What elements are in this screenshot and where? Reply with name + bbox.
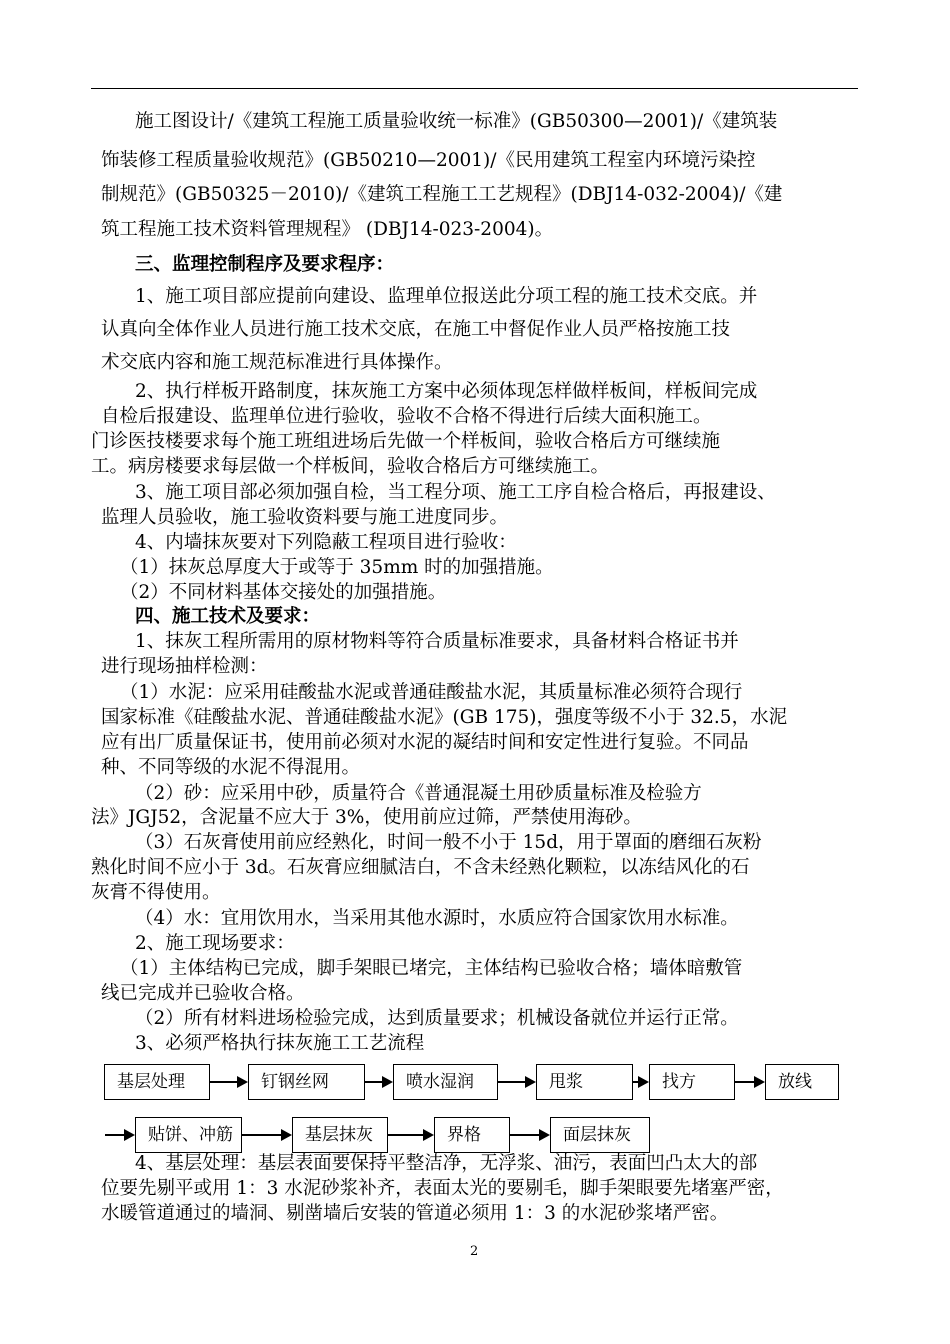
flow-step: 放线 <box>765 1064 839 1100</box>
flow-step: 钉钢丝网 <box>248 1064 365 1100</box>
text-line: （3）石灰膏使用前应经熟化，时间一般不小于 15d，用于罩面的磨细石灰粉 <box>135 832 762 853</box>
text-line: 门诊医技楼要求每个施工班组进场后先做一个样板间，验收合格后方可继续施 <box>91 431 721 452</box>
flow-step: 界格 <box>434 1117 510 1153</box>
text-line: （2）不同材料基体交接处的加强措施。 <box>120 582 447 603</box>
arrow-right-icon <box>242 1129 292 1141</box>
text-line: 位要先剔平或用 1：3 水泥砂浆补齐，表面太光的要剔毛，脚手架眼要先堵塞严密， <box>101 1178 784 1199</box>
text-line: 线已完成并已验收合格。 <box>101 983 305 1004</box>
page-number: 2 <box>470 1244 479 1259</box>
flow-step: 基层处理 <box>104 1064 210 1100</box>
text-line: （1）主体结构已完成，脚手架眼已堵完，主体结构已验收合格；墙体暗敷管 <box>120 958 743 979</box>
text-line: 3、施工项目部必须加强自检，当工程分项、施工工序自检合格后，再报建设、 <box>135 482 776 503</box>
text-line: 应有出厂质量保证书，使用前必须对水泥的凝结时间和安定性进行复验。不同品 <box>101 732 749 753</box>
text-line: 认真向全体作业人员进行施工技术交底，在施工中督促作业人员严格按施工技 <box>101 319 731 340</box>
text-line: 3、必须严格执行抹灰施工工艺流程 <box>135 1033 425 1054</box>
arrow-right-icon <box>388 1129 434 1141</box>
text-line: 制规范》(GB50325－2010)/《建筑工程施工工艺规程》(DBJ14-032-2004)/《建 <box>101 184 783 205</box>
arrow-right-icon <box>365 1076 393 1088</box>
section-heading: 四、施工技术及要求： <box>135 606 321 627</box>
text-line: 4、基层处理：基层表面要保持平整洁净，无浮浆、油污，表面凹凸太大的部 <box>135 1153 758 1174</box>
text-line: 术交底内容和施工规范标准进行具体操作。 <box>101 352 453 373</box>
flow-step: 基层抹灰 <box>292 1117 388 1153</box>
arrow-right-icon <box>735 1076 765 1088</box>
text-line: （4）水：宜用饮用水，当采用其他水源时，水质应符合国家饮用水标准。 <box>135 908 739 929</box>
text-line: 国家标准《硅酸盐水泥、普通硅酸盐水泥》(GB 175)，强度等级不小于 32.5，水泥 <box>101 707 788 728</box>
text-line: 2、施工现场要求： <box>135 933 295 954</box>
header-rule <box>91 88 858 89</box>
arrow-right-icon <box>633 1076 649 1088</box>
flow-step: 贴饼、冲筋 <box>135 1117 242 1153</box>
arrow-right-icon <box>510 1129 550 1141</box>
text-line: 工。病房楼要求每层做一个样板间，验收合格后方可继续施工。 <box>91 456 610 477</box>
text-line: 监理人员验收，施工验收资料要与施工进度同步。 <box>101 507 509 528</box>
text-line: （1）抹灰总厚度大于或等于 35mm 时的加强措施。 <box>120 557 554 578</box>
arrow-right-icon <box>498 1076 536 1088</box>
text-line: 水暖管道通过的墙洞、剔凿墙后安装的管道必须用 1：3 的水泥砂浆堵严密。 <box>101 1203 729 1224</box>
text-line: 种、不同等级的水泥不得混用。 <box>101 757 361 778</box>
text-line: 饰装修工程质量验收规范》(GB50210—2001)/《民用建筑工程室内环境污染控 <box>101 150 756 171</box>
text-line: 自检后报建设、监理单位进行验收，验收不合格不得进行后续大面积施工。 <box>101 406 712 427</box>
text-line: （1）水泥：应采用硅酸盐水泥或普通硅酸盐水泥，其质量标准必须符合现行 <box>120 682 743 703</box>
section-heading: 三、监理控制程序及要求程序： <box>135 254 395 275</box>
text-line: 4、内墙抹灰要对下列隐蔽工程项目进行验收： <box>135 532 517 553</box>
arrow-right-icon <box>210 1076 248 1088</box>
text-line: 灰膏不得使用。 <box>91 882 221 903</box>
flow-step: 找方 <box>649 1064 735 1100</box>
flow-step: 喷水湿润 <box>393 1064 498 1100</box>
arrow-right-icon <box>105 1129 135 1141</box>
text-line: 1、施工项目部应提前向建设、监理单位报送此分项工程的施工技术交底。并 <box>135 286 758 307</box>
text-line: 1、抹灰工程所需用的原材物料等符合质量标准要求，具备材料合格证书并 <box>135 631 739 652</box>
text-line: 熟化时间不应小于 3d。石灰膏应细腻洁白，不含未经熟化颗粒，以冻结风化的石 <box>91 857 750 878</box>
flow-step: 甩浆 <box>536 1064 633 1100</box>
text-line: （2）砂：应采用中砂，质量符合《普通混凝土用砂质量标准及检验方 <box>135 783 702 804</box>
text-line: 施工图设计/《建筑工程施工质量验收统一标准》(GB50300—2001)/《建筑装 <box>135 111 778 132</box>
text-line: 2、执行样板开路制度，抹灰施工方案中必须体现怎样做样板间，样板间完成 <box>135 381 758 402</box>
text-line: 法》JGJ52，含泥量不应大于 3%，使用前应过筛，严禁使用海砂。 <box>91 807 642 828</box>
text-line: 进行现场抽样检测： <box>101 656 268 677</box>
text-line: 筑工程施工技术资料管理规程》 (DBJ14-023-2004)。 <box>101 219 554 240</box>
text-line: （2）所有材料进场检验完成，达到质量要求；机械设备就位并运行正常。 <box>135 1008 739 1029</box>
flow-step: 面层抹灰 <box>550 1117 650 1153</box>
